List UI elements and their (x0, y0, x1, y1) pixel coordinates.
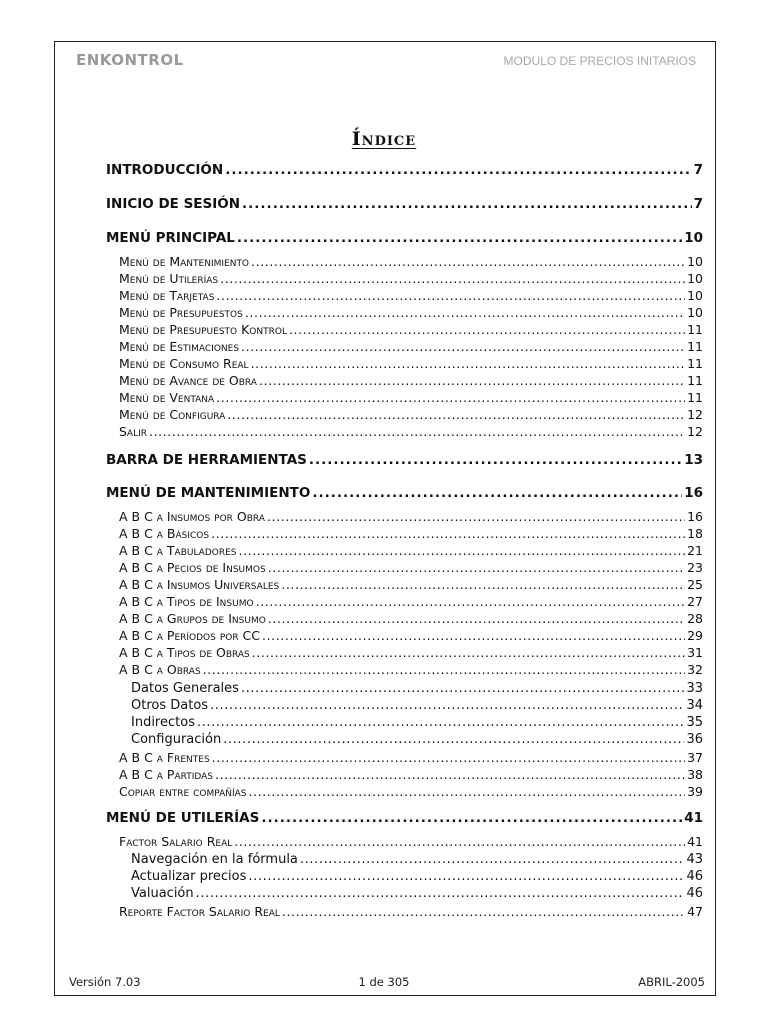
footer-page-number: 1 de 305 (358, 975, 410, 989)
toc-entry[interactable] (119, 577, 703, 592)
toc-entry[interactable] (119, 339, 703, 354)
toc-entry[interactable] (119, 904, 703, 919)
toc-entry-label: A B C a Obras (119, 662, 201, 677)
company-logo: ENKONTROL (76, 51, 184, 69)
toc-entry-page: 16 (687, 509, 703, 524)
toc-entry-label: A B C a Tipos de Obras (119, 645, 250, 660)
toc-entry-page: 32 (687, 662, 703, 677)
toc-entry[interactable] (119, 750, 703, 765)
toc-entry[interactable] (119, 407, 703, 422)
toc-entry[interactable] (119, 424, 703, 439)
toc-entry-label: Menú de Presupuestos (119, 305, 243, 320)
toc-leader-dots (241, 339, 685, 354)
toc-entry-label: A B C a Tabuladores (119, 543, 237, 558)
toc-entry-label: A B C a Pecios de Insumos (119, 560, 266, 575)
toc-leader-dots (282, 904, 685, 919)
toc-entry-page: 10 (684, 230, 703, 246)
toc-entry-page: 16 (684, 485, 703, 501)
toc-entry-label: Menú de Mantenimiento (119, 254, 250, 269)
toc-entry-label: A B C a Tipos de Insumo (119, 594, 254, 609)
toc-leader-dots (211, 526, 685, 541)
toc-entry[interactable] (119, 322, 703, 337)
footer-version: Versión 7.03 (69, 975, 141, 989)
toc-entry[interactable] (106, 452, 703, 468)
toc-entry-page: 7 (693, 162, 703, 178)
toc-entry-label: A B C a Básicos (119, 526, 210, 541)
toc-entry[interactable] (119, 305, 703, 320)
toc-leader-dots (261, 810, 682, 826)
toc-entry-page: 7 (693, 196, 703, 212)
toc-entry-page: 12 (687, 407, 703, 422)
toc-entry-page: 21 (687, 543, 703, 558)
toc-entry[interactable] (131, 715, 703, 730)
toc-entry[interactable] (119, 254, 703, 269)
toc-entry-label: Salir (119, 424, 148, 439)
toc-leader-dots (309, 452, 682, 468)
footer-date: ABRIL-2005 (638, 975, 705, 989)
toc-entry-page: 41 (684, 810, 703, 826)
toc-entry-page: 18 (687, 526, 703, 541)
toc-leader-dots (251, 356, 686, 371)
toc-leader-dots (241, 681, 685, 696)
toc-leader-dots (237, 230, 682, 246)
toc-entry[interactable] (119, 784, 703, 799)
toc-leader-dots (216, 288, 685, 303)
toc-entry-label: Menú de Ventana (119, 390, 215, 405)
toc-entry[interactable] (119, 594, 703, 609)
toc-entry-label: Menú de Utilerías (119, 271, 219, 286)
toc-leader-dots (242, 196, 692, 212)
toc-entry-label: Menú de Avance de Obra (119, 373, 257, 388)
toc-entry-label: INTRODUCCIÓN (106, 162, 224, 178)
module-title: MODULO DE PRECIOS INITARIOS (503, 54, 696, 68)
toc-entry-label: A B C a Frentes (119, 750, 210, 765)
toc-entry[interactable] (106, 196, 703, 212)
toc-entry[interactable] (119, 662, 703, 677)
toc-entry[interactable] (119, 645, 703, 660)
toc-leader-dots (234, 834, 685, 849)
toc-leader-dots (225, 162, 691, 178)
toc-entry-label: Datos Generales (131, 681, 239, 696)
toc-leader-dots (300, 852, 685, 867)
toc-entry-label: Otros Datos (131, 698, 209, 713)
toc-entry-page: 47 (687, 904, 703, 919)
toc-leader-dots (196, 886, 685, 901)
toc-leader-dots (249, 784, 686, 799)
toc-entry-label: INICIO DE SESIÓN (106, 196, 241, 212)
toc-entry-page: 37 (687, 750, 703, 765)
toc-entry-label: BARRA DE HERRAMIENTAS (106, 452, 307, 468)
toc-entry-label: A B C a Insumos por Obra (119, 509, 265, 524)
toc-entry-page: 46 (686, 869, 703, 884)
toc-entry-page: 46 (686, 886, 703, 901)
toc-entry-label: MENÚ DE UTILERÍAS (106, 810, 260, 826)
toc-leader-dots (239, 543, 686, 558)
toc-entry[interactable] (106, 230, 703, 246)
toc-entry-label: A B C a Grupos de Insumo (119, 611, 266, 626)
toc-entry-page: 11 (687, 373, 703, 388)
toc-leader-dots (212, 750, 685, 765)
toc-entry[interactable] (131, 869, 703, 884)
toc-entry-label: Reporte Factor Salario Real (119, 904, 280, 919)
toc-entry[interactable] (119, 356, 703, 371)
toc-entry-page: 34 (686, 698, 703, 713)
toc-entry[interactable] (119, 288, 703, 303)
toc-leader-dots (149, 424, 685, 439)
toc-entry[interactable] (119, 834, 703, 849)
toc-entry[interactable] (131, 732, 703, 747)
toc-entry-label: Menú de Presupuesto Kontrol (119, 322, 287, 337)
toc-entry-page: 25 (687, 577, 703, 592)
toc-entry[interactable] (131, 852, 703, 867)
toc-entry-label: Actualizar precios (131, 869, 247, 884)
toc-leader-dots (252, 645, 685, 660)
toc-entry-label: Menú de Estimaciones (119, 339, 240, 354)
toc-leader-dots (220, 271, 685, 286)
toc-entry-label: A B C a Insumos Universales (119, 577, 280, 592)
toc-entry-label: Indirectos (131, 715, 195, 730)
toc-leader-dots (197, 715, 684, 730)
toc-leader-dots (268, 611, 685, 626)
toc-entry-page: 11 (687, 390, 703, 405)
toc-leader-dots (289, 322, 685, 337)
toc-leader-dots (268, 560, 685, 575)
toc-entry-page: 28 (687, 611, 703, 626)
toc-entry-page: 10 (687, 288, 703, 303)
toc-leader-dots (262, 628, 685, 643)
toc-entry[interactable] (119, 611, 703, 626)
toc-entry-label: Menú de Tarjetas (119, 288, 215, 303)
toc-entry[interactable] (119, 271, 703, 286)
toc-leader-dots (227, 407, 685, 422)
toc-leader-dots (210, 698, 684, 713)
toc-entry-page: 10 (687, 254, 703, 269)
toc-entry-label: Menú de Configura (119, 407, 226, 422)
toc-entry-page: 39 (687, 784, 703, 799)
toc-leader-dots (281, 577, 685, 592)
toc-entry-page: 31 (687, 645, 703, 660)
toc-entry-page: 23 (687, 560, 703, 575)
toc-entry[interactable] (131, 886, 703, 901)
toc-leader-dots (259, 373, 685, 388)
toc-entry-page: 35 (686, 715, 703, 730)
toc-entry-page: 13 (684, 452, 703, 468)
toc-leader-dots (312, 485, 682, 501)
toc-leader-dots (245, 305, 685, 320)
toc-entry-page: 43 (686, 852, 703, 867)
toc-entry-page: 41 (687, 834, 703, 849)
toc-entry[interactable] (106, 810, 703, 826)
index-title: Índice (351, 128, 417, 150)
toc-leader-dots (256, 594, 686, 609)
toc-entry[interactable] (131, 698, 703, 713)
toc-entry-label: A B C a Partidas (119, 767, 213, 782)
toc-entry-label: MENÚ PRINCIPAL (106, 230, 235, 246)
toc-entry[interactable] (119, 509, 703, 524)
toc-leader-dots (223, 732, 684, 747)
toc-entry-page: 38 (687, 767, 703, 782)
toc-entry-page: 10 (687, 271, 703, 286)
toc-entry[interactable] (119, 767, 703, 782)
toc-leader-dots (216, 390, 685, 405)
toc-leader-dots (248, 869, 684, 884)
toc-entry-label: Valuación (131, 886, 194, 901)
toc-entry-label: Menú de Consumo Real (119, 356, 249, 371)
toc-entry[interactable] (119, 390, 703, 405)
toc-entry-label: Factor Salario Real (119, 834, 233, 849)
toc-leader-dots (267, 509, 685, 524)
toc-leader-dots (203, 662, 685, 677)
toc-entry[interactable] (119, 526, 703, 541)
toc-entry-page: 12 (687, 424, 703, 439)
toc-entry-page: 10 (687, 305, 703, 320)
toc-entry-page: 11 (687, 356, 703, 371)
toc-leader-dots (215, 767, 685, 782)
toc-entry[interactable] (119, 628, 703, 643)
toc-entry-page: 11 (687, 339, 703, 354)
toc-entry-label: A B C a Períodos por CC (119, 628, 261, 643)
toc-entry[interactable] (131, 681, 703, 696)
toc-entry-page: 36 (686, 732, 703, 747)
toc-entry-label: MENÚ DE MANTENIMIENTO (106, 485, 311, 501)
toc-entry-label: Copiar entre compañías (119, 784, 247, 799)
toc-entry[interactable] (106, 485, 703, 501)
toc-entry[interactable] (119, 373, 703, 388)
toc-entry-label: Navegación en la fórmula (131, 852, 298, 867)
toc-entry[interactable] (119, 560, 703, 575)
toc-entry[interactable] (106, 162, 703, 178)
toc-entry-page: 11 (687, 322, 703, 337)
toc-leader-dots (251, 254, 685, 269)
toc-entry-page: 33 (686, 681, 703, 696)
toc-entry-page: 29 (687, 628, 703, 643)
toc-entry-label: Configuración (131, 732, 222, 747)
toc-entry[interactable] (119, 543, 703, 558)
toc-entry-page: 27 (687, 594, 703, 609)
